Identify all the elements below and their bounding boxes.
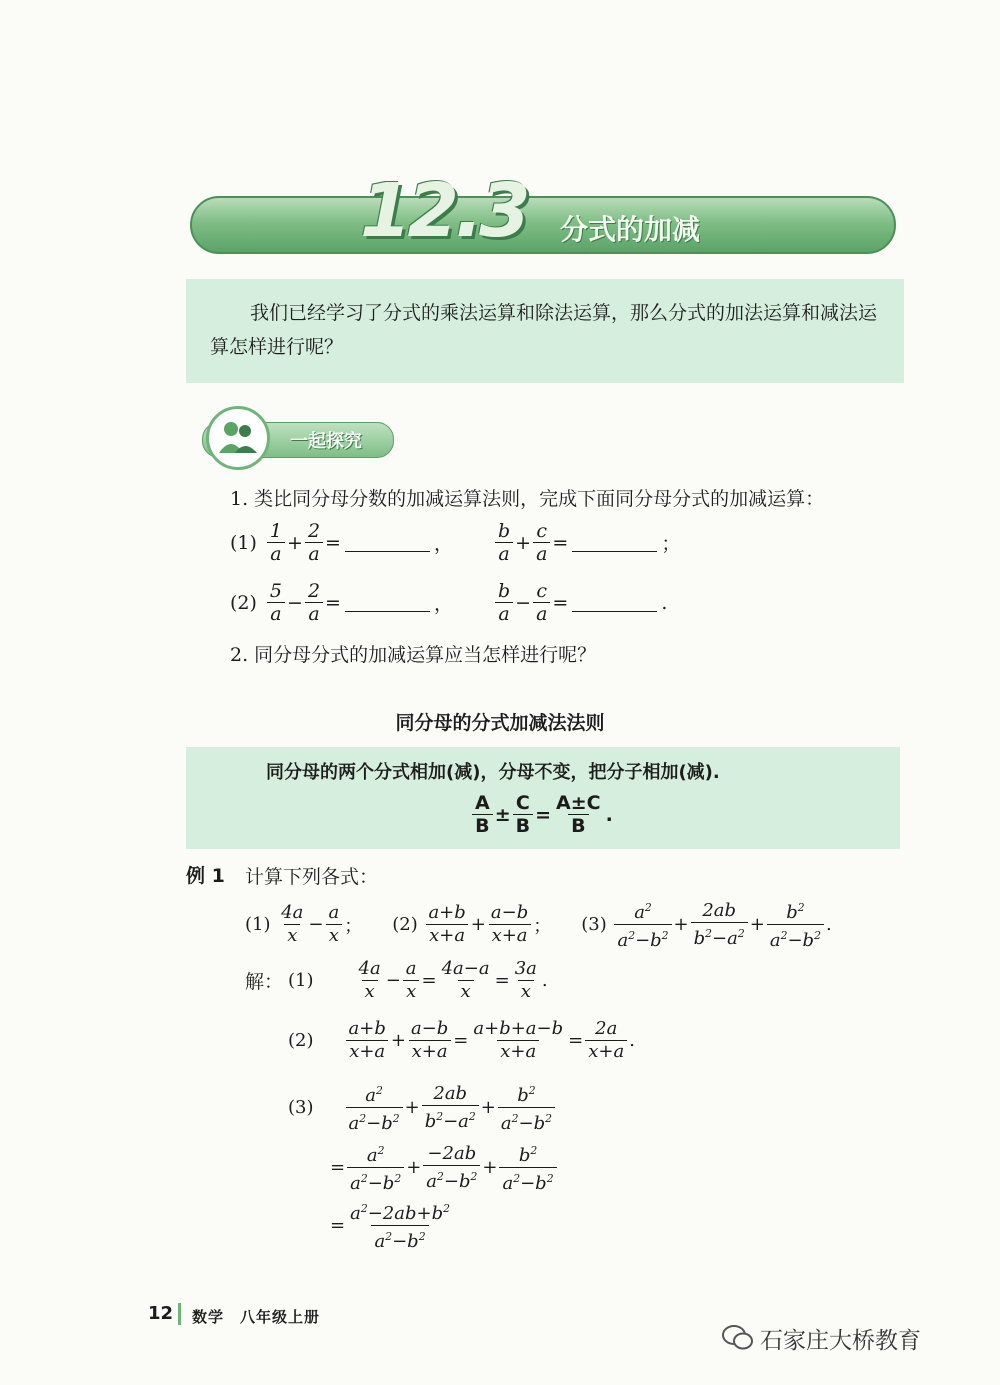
q1-part-1: (1) $\frac{1}{a}$ + $\frac{2}{a}$ = ， $\frac{b}{a}$ + $\frac{c}{a}$ = ； [230,520,681,565]
solution-1: (1) $\frac{4a}{x}$ − $\frac{a}{x}$ = $\frac{4a-a}{x}$ = $\frac{3a}{x}$ . [288,958,548,1002]
rule-formula: $\frac{A}{B}$ ± $\frac{C}{B}$ = $\frac{A\pm C}{B}$ . [470,792,613,837]
answer-blank [572,533,657,552]
book-title: 数学 八年级上册 [192,1308,321,1326]
answer-blank [345,593,430,612]
part-label: (2) [230,591,257,614]
footer-divider [178,1303,181,1325]
question-1: 1. 类比同分母分数的加减运算法则，完成下面同分母分式的加减运算： [230,488,825,510]
people-icon [206,406,270,470]
page-number: 12 [148,1303,174,1324]
solution-3-line-1: (3) $\frac{a^2}{a^2-b^2}$ + $\frac{2ab}{b^2-a^2}$ + $\frac{b^2}{a^2-b^2}$ [288,1080,557,1135]
question-2: 2. 同分母分式的加减运算应当怎样进行呢？ [230,644,597,666]
wechat-icon [722,1324,754,1356]
answer-blank [345,533,430,552]
explore-label: 一起探究 [290,431,362,452]
title-banner [190,196,896,254]
q1-part-2: (2) $\frac{5}{a}$ − $\frac{2}{a}$ = ， $\frac{b}{a}$ − $\frac{c}{a}$ = . [230,580,668,625]
example-prompt: 计算下列各式： [245,866,379,888]
part-label: (1) [230,531,257,554]
example-items: (1) $\frac{4a}{x}$ − $\frac{a}{x}$ ； (2) $\frac{a+b}{x+a}$ + $\frac{a-b}{x+a}$ ； (3) $\frac{a^2}{a^2-b^2}$ + $\frac{2ab}{b^2-a^2}$ + $\frac{b^2}{a^2-b^2}$ . [245,899,832,951]
solution-2: (2) $\frac{a+b}{x+a}$ + $\frac{a-b}{x+a}$ = $\frac{a+b+a-b}{x+a}$ = $\frac{2a}{x+a}$ . [288,1018,635,1062]
example-label: 例 1 [186,865,225,887]
solution-label: 解： [245,971,284,993]
section-number: 12.3 [360,168,527,254]
watermark-text: 石家庄大桥教育 [760,1328,921,1354]
solution-3-line-2: = $\frac{a^2}{a^2-b^2}$ + $\frac{-2ab}{a^2-b^2}$ + $\frac{b^2}{a^2-b^2}$ [330,1140,559,1195]
solution-3-line-3: = $\frac{a^2-2ab+b^2}{a^2-b^2}$ [330,1202,450,1252]
rule-text: 同分母的两个分式相加(减)，分母不变，把分子相加(减). [266,762,720,783]
section-title: 分式的加减 [560,213,701,246]
rule-title: 同分母的分式加减法法则 [395,712,605,734]
intro-text: 我们已经学习了分式的乘法运算和除法运算，那么分式的加法运算和减法运算怎样进行呢？ [210,302,878,358]
answer-blank [572,593,657,612]
